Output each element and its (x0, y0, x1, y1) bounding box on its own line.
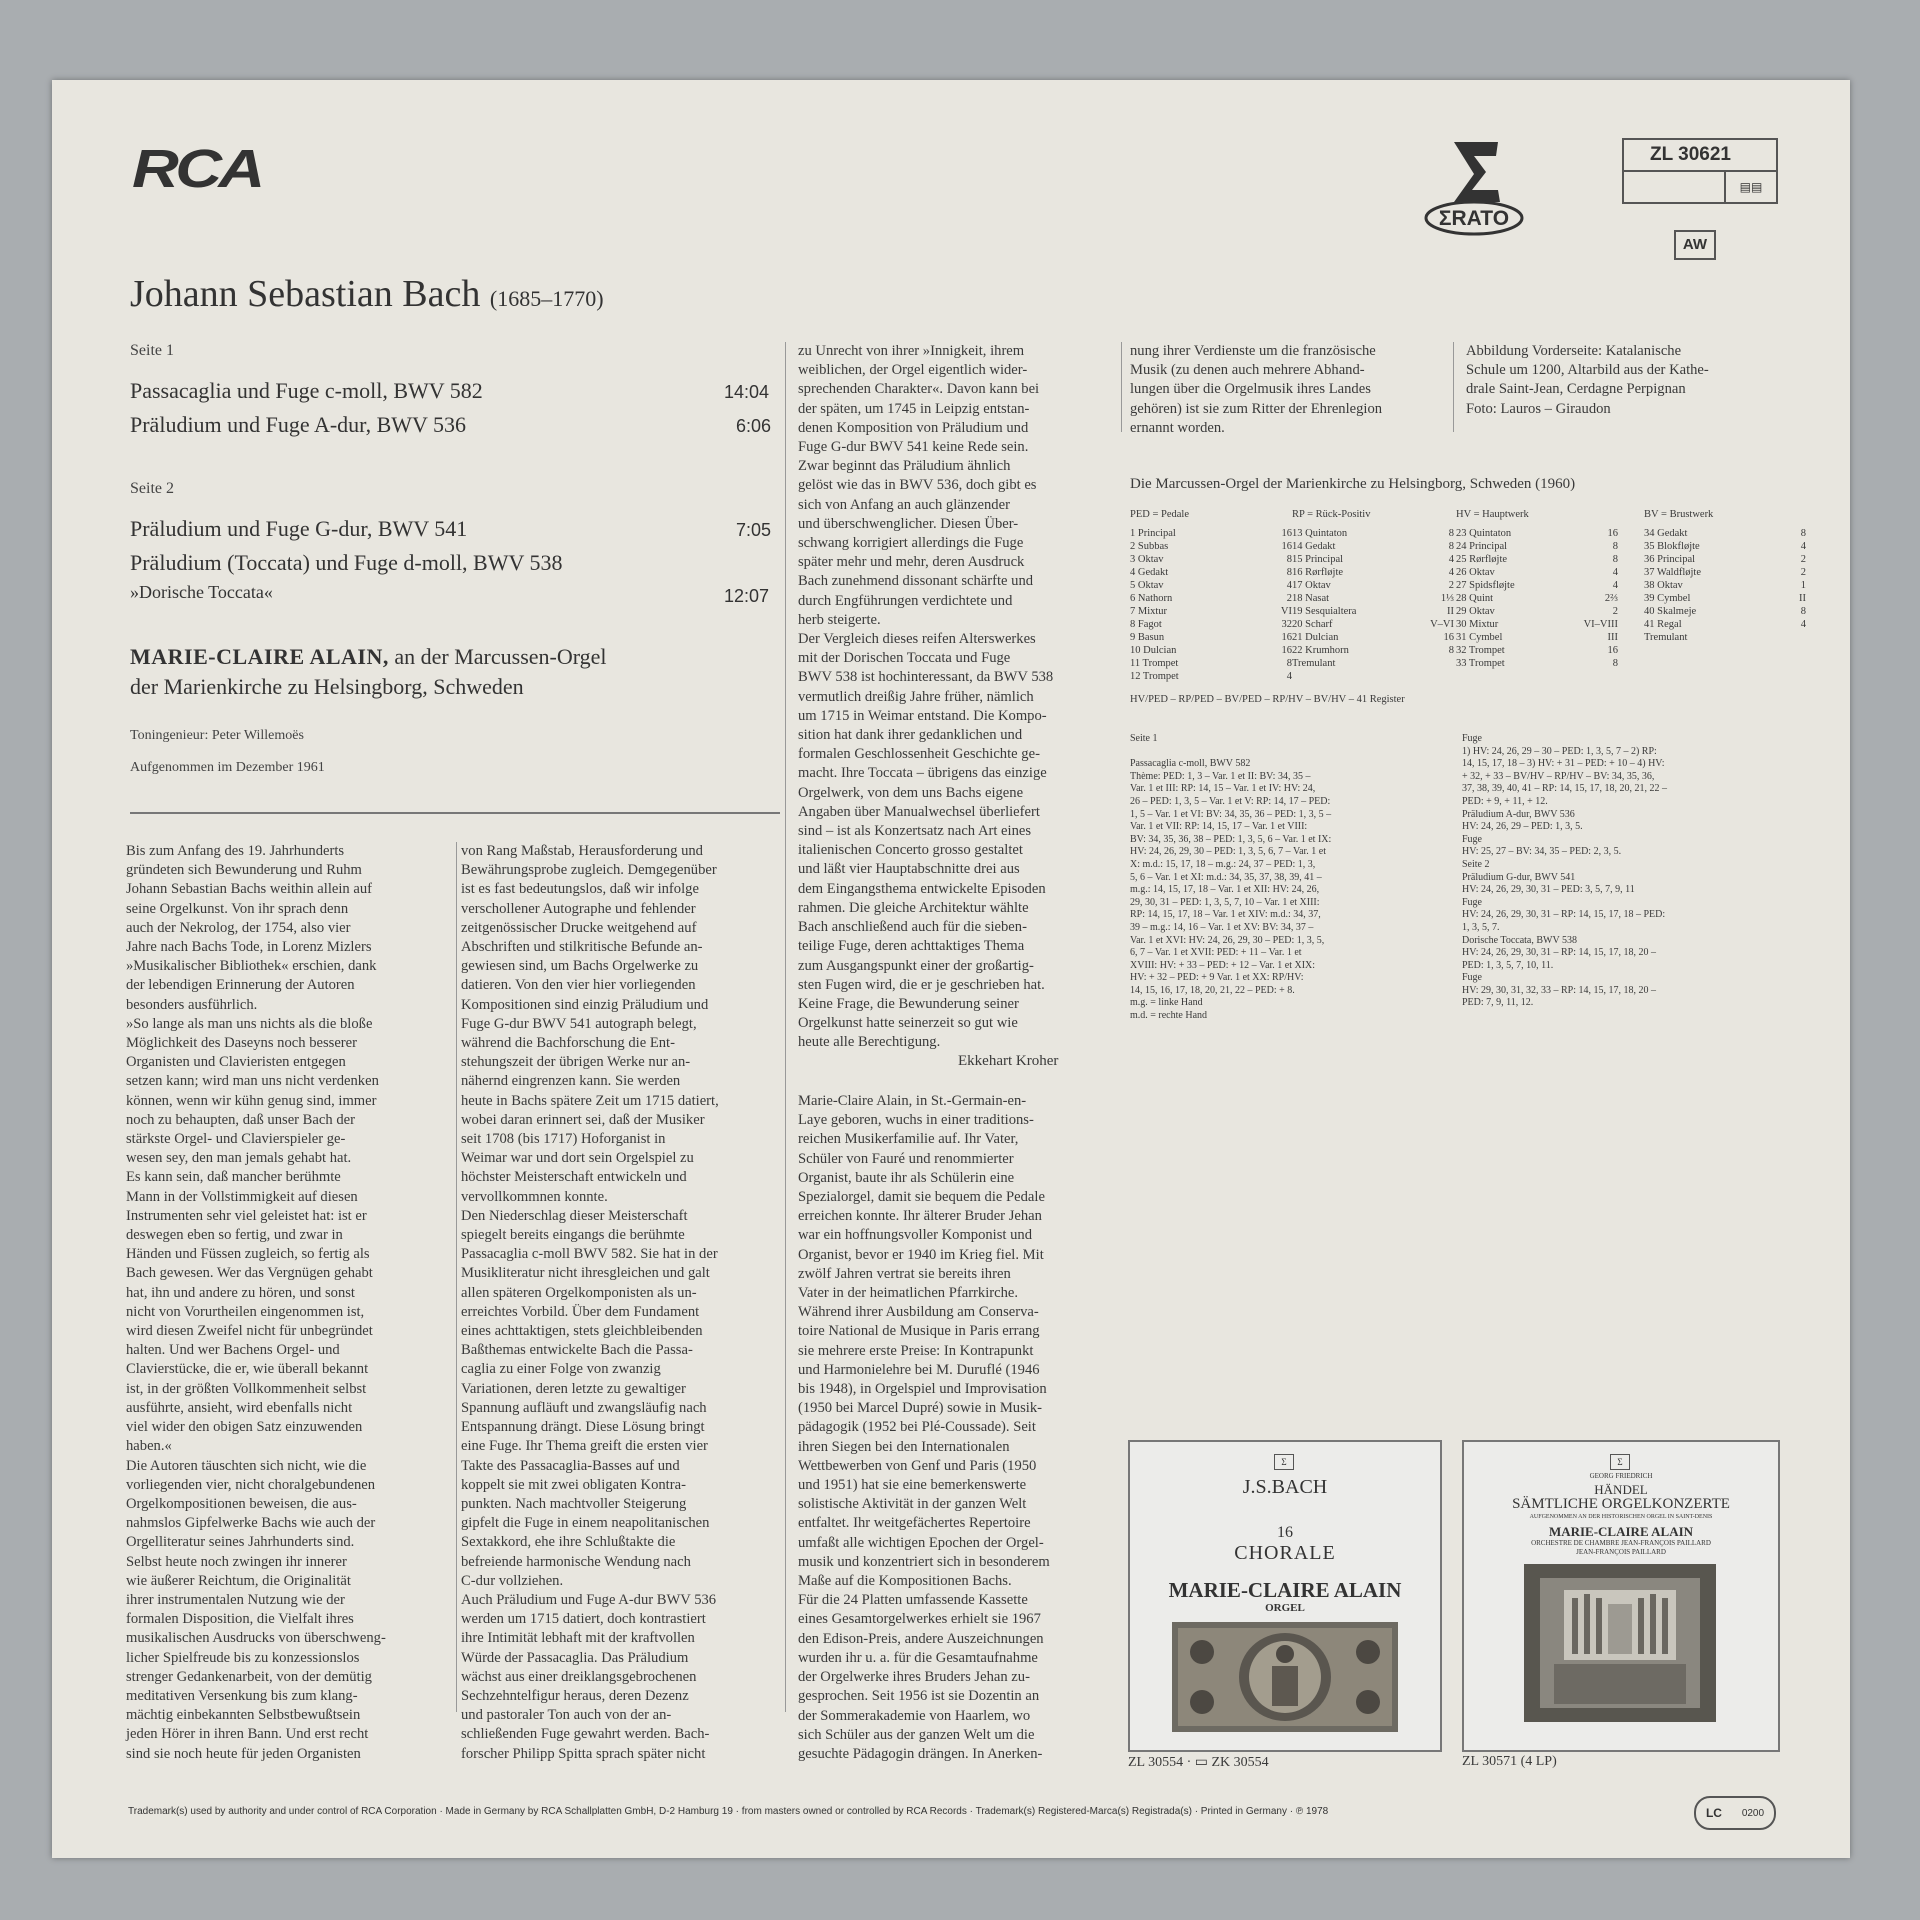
organ-stop-pitch: 8 (1612, 554, 1618, 565)
organ-stop (1456, 657, 1618, 670)
organ-stop (1292, 605, 1454, 618)
track-1-title: Passacaglia und Fuge c-moll, BWV 582 (130, 378, 483, 403)
performer-name: MARIE-CLAIRE ALAIN, (130, 644, 389, 669)
performer-line-2: der Marienkirche zu Helsingborg, Schweden (130, 674, 524, 699)
organ-stop-pitch: 2 (1612, 606, 1618, 617)
catalog-number-box (1622, 138, 1778, 204)
organ-stop (1456, 618, 1618, 631)
registers-rp-list (1292, 527, 1454, 670)
organ-stop-pitch: 1 (1800, 580, 1806, 591)
organ-stop (1644, 566, 1806, 579)
recording-date: Aufgenommen im Dezember 1961 (130, 760, 325, 775)
organ-stop-name: 36 Principal (1644, 554, 1696, 565)
organ-stop-name: 39 Cymbel (1644, 593, 1691, 604)
organ-stop (1292, 618, 1454, 631)
organ-stop-name: 23 Quintaton (1456, 528, 1512, 539)
organ-stop-name: 7 Mixtur (1130, 606, 1168, 617)
organ-stop-name: 25 Rørfløjte (1456, 554, 1508, 565)
registers-ped (1130, 508, 1292, 683)
organ-stop (1456, 527, 1618, 540)
organ-stop-name: 4 Gedakt (1130, 567, 1169, 578)
record-sleeve-back (52, 80, 1850, 1858)
performer-line-1 (130, 644, 607, 670)
organ-stop-name: 37 Waldfløjte (1644, 567, 1701, 578)
related-album-1[interactable] (1128, 1440, 1442, 1752)
cover-credit: Abbildung Vorderseite: Katalanische Schule um 1200, Altarbild aus der Kathe- drale Saint-Jean, Cerdagne Perpignan Foto: Lauros – Giraudon (1466, 343, 1709, 417)
organ-stop-name: 40 Skalmeje (1644, 606, 1697, 617)
registers-rp-header: RP = Rück-Positiv (1292, 509, 1371, 520)
organ-stop (1130, 644, 1292, 657)
organ-stop (1130, 631, 1292, 644)
organ-stop-name: 6 Nathorn (1130, 593, 1173, 604)
organ-stop (1130, 670, 1292, 683)
organ-stop-pitch: 4 (1448, 554, 1454, 565)
organ-stop-pitch: VI–VIII (1583, 619, 1618, 630)
related-2-cover-art (1524, 1564, 1716, 1722)
organ-stop-pitch: 16 (1281, 632, 1292, 643)
liner-notes-col-3-continued: nung ihrer Verdienste um die französische Musik (zu denen auch mehrere Abhand- lungen über die Orgelmusik ihres Landes gehören) ist sie zum Ritter der Ehrenlegion ernannt worden. (1130, 343, 1383, 436)
organ-stop (1456, 644, 1618, 657)
composer-name: Johann Sebastian Bach (130, 273, 481, 315)
organ-stop (1456, 579, 1618, 592)
organ-stop-pitch: 16 (1281, 528, 1292, 539)
organ-stop-name: 29 Oktav (1456, 606, 1495, 617)
side-2-label: Seite 2 (130, 480, 174, 497)
related-1-title: CHORALE (1234, 1542, 1336, 1564)
organ-stop-name: 16 Rørfløjte (1292, 567, 1344, 578)
organ-stop-pitch: 8 (1612, 541, 1618, 552)
organ-stop-name: 15 Principal (1292, 554, 1344, 565)
organ-stop-pitch (1764, 631, 1806, 644)
organ-stop (1292, 657, 1454, 670)
erato-small-icon: Σ (1610, 1454, 1630, 1470)
related-1-cover-art (1172, 1622, 1398, 1732)
related-2-catalog: ZL 30571 (4 LP) (1462, 1754, 1557, 1769)
related-2-composer: HÄNDEL (1594, 1482, 1648, 1497)
related-2-ensemble: ORCHESTRE DE CHAMBRE JEAN-FRANÇOIS PAILLARD (1531, 1539, 1711, 1547)
organ-stop-name: 21 Dulcian (1292, 632, 1339, 643)
track-4-duration: 12:07 (724, 586, 770, 606)
organ-stop-name: 27 Spidsfløjte (1456, 580, 1515, 591)
organ-stop-name: 1 Principal (1130, 528, 1176, 539)
track-2-title: Präludium und Fuge A-dur, BWV 536 (130, 412, 467, 437)
label-code (1694, 1796, 1776, 1830)
organ-stop-pitch: 8 (1800, 528, 1806, 539)
organ-stop-pitch: 16 (1607, 528, 1618, 539)
organ-stop-name: 5 Oktav (1130, 580, 1164, 591)
organ-stop (1456, 540, 1618, 553)
organ-stop-pitch: 4 (1448, 567, 1454, 578)
organ-stop-name: 18 Nasat (1292, 593, 1330, 604)
liner-author: Ekkehart Kroher (958, 1053, 1059, 1069)
organ-stop-name: 38 Oktav (1644, 580, 1683, 591)
organ-stop-name: 26 Oktav (1456, 567, 1495, 578)
liner-notes-col-1: Bis zum Anfang des 19. Jahrhunderts gründeten sich Bewunderung und Ruhm Johann Sebastian Bachs weithin allein auf seine Orgelkunst. Von ihr sprach denn auch der Nekrolog, der 1754, also vier Jahre nach Bachs Tode, in Lorenz Mizlers »Musikalischer Bibliothek« erschien, dank der lebendigen Erinnerung der Autoren besonders ausführlich. »So lange als man uns nichts als die bloße Möglichkeit des Daseyns noch besserer Organisten und Clavieristen entgegen setzen kann; wird man uns nicht verdenken können, wenn wir kühn genug sind, immer noch zu behaupten, daß unser Bach der stärkste Orgel- und Clavierspieler ge- wesen sey, den man jemals gehabt hat. Es kann sein, daß mancher berühmte Mann in der Vollstimmigkeit auf diesen Instrumenten sehr viel geleistet hat: ist er deswegen eben so fertig, und zwar in Händen und Füssen zugleich, so fertig als Bach gewesen. Wer das Vergnügen gehabt hat, ihn und andere zu hören, und sonst nicht von Vorurtheilen eingenommen ist, wird diesen Zweifel nicht für unbegründet halten. Und wer Bachens Orgel- und Clavierstücke, die er, wie überall bekannt ist, in der größten Vollkommenheit selbst ausführte, ansieht, wird ebenfalls nicht viel wider den obigen Satz einzuwenden haben.« Die Autoren täuschten sich nicht, wie die vorliegenden vier, nicht choralgebundenen Orgelkompositionen beweisen, die aus- nahmslos Gipfelwerke Bachs wie auch der Orgelliteratur seines Jahrhunderts sind. Selbst heute noch zwingen ihr innerer wie äußerer Reichtum, die Originalität ihrer instrumentalen Nutzung wie der formalen Disposition, die Vielfalt ihres musikalischen Ausdrucks von überschweng- licher Spielfreude bis zu konzessionslos strenger Gedankenarbeit, von der demütig meditativen Versenkung bis zum klang- mächtig einbekannten Selbstbewußtsein jeden Hörer in ihren Bann. Und erst recht sind sie noch heute für jeden Organisten (126, 843, 386, 1762)
organ-stop-name: 30 Mixtur (1456, 619, 1499, 630)
registers-bv-header: BV = Brustwerk (1644, 509, 1714, 520)
organ-stop-name: 3 Oktav (1130, 554, 1164, 565)
track-2-duration: 6:06 (736, 416, 772, 436)
lc-mark: LC (1705, 1806, 1722, 1820)
column-divider (1453, 342, 1454, 432)
aw-mark: AW (1674, 230, 1716, 260)
organ-stop (1130, 527, 1292, 540)
organ-stop (1292, 527, 1454, 540)
organ-stop-name: 33 Trompet (1456, 658, 1505, 669)
organ-stop-name: 35 Blokfløjte (1644, 541, 1700, 552)
organ-stop-name: 13 Quintaton (1292, 528, 1348, 539)
organ-stop (1130, 566, 1292, 579)
organ-stop-name: 32 Trompet (1456, 645, 1505, 656)
organ-stop-name: 19 Sesquialtera (1292, 606, 1357, 617)
organ-stop (1456, 553, 1618, 566)
organ-stop-name: 28 Quint (1456, 593, 1494, 604)
organ-stop-name: 31 Cymbel (1456, 632, 1503, 643)
organ-stop-name: 20 Scharf (1292, 619, 1333, 630)
track-3-duration: 7:05 (736, 520, 772, 540)
erato-wordmark: ΣRATO (1438, 207, 1510, 230)
registers-rp (1292, 508, 1454, 670)
related-1-artist: MARIE-CLAIRE ALAIN (1168, 1578, 1402, 1602)
organ-stop (1130, 657, 1292, 670)
related-2-title: SÄMTLICHE ORGELKONZERTE (1512, 1496, 1730, 1512)
related-1-composer: J.S.BACH (1242, 1476, 1328, 1498)
organ-stop-pitch: II (1799, 593, 1806, 604)
organ-stop (1130, 618, 1292, 631)
erato-small-icon: Σ (1274, 1454, 1294, 1470)
side-1-label: Seite 1 (130, 342, 174, 359)
organ-stop (1130, 579, 1292, 592)
organ-stop-pitch: 32 (1281, 619, 1292, 630)
organ-stop (1644, 579, 1806, 592)
registers-ped-header: PED = Pedale (1130, 509, 1189, 520)
organ-stop-pitch: 4 (1612, 567, 1618, 578)
organ-stop (1292, 540, 1454, 553)
registers-bv (1644, 508, 1806, 644)
organ-stop-name: 9 Basun (1130, 632, 1165, 643)
organ-stop-pitch: 2⅔ (1604, 593, 1618, 604)
organ-stop (1130, 592, 1292, 605)
organ-stop-pitch: 8 (1612, 658, 1618, 669)
organ-stop-name: Tremulant (1644, 632, 1688, 643)
composer-heading (130, 272, 604, 316)
liner-notes-col-2: von Rang Maßstab, Herausforderung und Bewährungsprobe zugleich. Demgegenüber ist es fast bedeutungslos, daß wir infolge verschollener Autographe und fehlender zeitgenössischer Drucke weitgehend auf Abschriften und stilkritische Befunde an- gewiesen sind, um Bachs Orgelwerke zu datieren. Von den vier hier vorliegenden Kompositionen sind einzig Präludium und Fuge G-dur BWV 541 autograph belegt, während die Bachforschung die Ent- stehungszeit der übrigen Werke nur an- nähernd eingrenzen kann. Sie werden heute in Bachs spätere Zeit um 1715 datiert, wobei daran erinnert sei, daß der Musiker seit 1708 (bis 1717) Hoforganist in Weimar war und dort sein Orgelspiel zu höchster Meisterschaft entwickeln und vervollkommnen konnte. Den Niederschlag dieser Meisterschaft spiegelt bereits eingangs die berühmte Passacaglia c-moll BWV 582. Sie hat in der Musikliteratur nicht ihresgleichen und galt allen späteren Orgelkomponisten als un- erreichtes Vorbild. Über dem Fundament eines achttaktigen, stets gleichbleibenden Baßthemas entwickelte Bach die Passa- caglia zu einer Folge von zwanzig Variationen, deren letzte zu gewaltiger Spannung aufläuft und zwangsläufig nach Entspannung drängt. Diese Lösung bringt eine Fuge. Ihr Thema greift die ersten vier Takte des Passacaglia-Basses auf und koppelt sie mit zwei obligaten Kontra- punkten. Nach machtvoller Steigerung gipfelt die Fuge in einem neapolitanischen Sextakkord, ehe ihre Schlußtakte die befreiende harmonische Wendung nach C-dur vollziehen. Auch Präludium und Fuge A-dur BWV 536 werden um 1715 datiert, doch kontrastiert ihre Intimität lebhaft mit der kraftvollen Würde der Passacaglia. Das Präludium wächst aus einer dreiklangsgebrochenen Sechzehntelfigur heraus, deren Dezenz und pastoraler Ton auch von der an- schließenden Fuge gewahrt werden. Bach- forscher Philipp Spitta sprach später nicht (461, 843, 719, 1762)
organ-stop-name: 17 Oktav (1292, 580, 1331, 591)
registers-hv-list (1456, 527, 1618, 670)
divider (130, 812, 780, 814)
organ-stop-pitch: 8 (1448, 528, 1454, 539)
organ-stop-pitch: 2 (1448, 580, 1454, 591)
organ-stop-pitch (1412, 657, 1454, 670)
organ-stop-pitch: 8 (1286, 567, 1292, 578)
organ-stop-name: 14 Gedakt (1292, 541, 1336, 552)
organ-stop-pitch: 16 (1607, 645, 1618, 656)
organ-stop (1292, 553, 1454, 566)
organ-stop-name: Tremulant (1292, 658, 1336, 669)
organ-stop-name: 8 Fagot (1130, 619, 1162, 630)
registers-hv (1456, 508, 1618, 670)
organ-stop-pitch: 4 (1286, 671, 1292, 682)
track-3-title: Präludium und Fuge G-dur, BWV 541 (130, 516, 468, 541)
registration-notes-1: Seite 1 Passacaglia c-moll, BWV 582 Thème: PED: 1, 3 – Var. 1 et II: BV: 34, 35 – Var. 1 et III: RP: 14, 15 – Var. 1 et IV: HV: 24, 26 – PED: 1, 3, 5 – Var. 1 et V: RP: 14, 17 – PED: 1, 5 – Var. 1 et VI: BV: 34, 35, 36 – PED: 1, 3, 5 – Var. 1 et VII: RP: 14, 15, 17 – Var. 1 et VIII: BV: 34, 35, 36, 38 – PED: 1, 3, 5, 6 – Var. 1 et IX: HV: 24, 26, 29, 30 – PED: 1, 3, 5, 6, 7 – Var. 1 et X: m.d.: 15, 17, 18 – m.g.: 24, 37 – PED: 1, 3, 5, 6 – Var. 1 et XI: m.d.: 34, 35, 37, 38, 39, 41 – m.g.: 14, 15, 17, 18 – Var. 1 et XII: HV: 24, 26, 29, 30, 31 – PED: 1, 3, 5, 7, 10 – Var. 1 et XIII: RP: 14, 15, 17, 18 – Var. 1 et XIV: m.d.: 34, 37, 39 – m.g.: 14, 16 – Var. 1 et XV: BV: 34, 37 – Var. 1 et XVI: HV: 24, 26, 29, 30 – PED: 1, 3, 5, 6, 7 – Var. 1 et XVII: PED: + 11 – Var. 1 et XVIII: HV: + 33 – PED: + 12 – Var. 1 et XIX: HV: + 32 – PED: + 9 Var. 1 et XX: RP/HV: 14, 15, 16, 17, 18, 20, 21, 22 – PED: + 8. m.g. = linke Hand m.d. = rechte Hand (1130, 733, 1332, 1022)
registers-hv-header: HV = Hauptwerk (1456, 509, 1529, 520)
column-divider (456, 842, 457, 1712)
engineer-credit: Toningenieur: Peter Willemoës (130, 728, 304, 743)
organ-stop-pitch: 8 (1448, 541, 1454, 552)
organ-stop-name: 2 Subbas (1130, 541, 1169, 552)
organ-stop (1644, 527, 1806, 540)
organ-stop (1292, 566, 1454, 579)
organ-stop-name: 11 Trompet (1130, 658, 1179, 669)
organ-stop-pitch: II (1447, 606, 1454, 617)
organ-stop-pitch: 8 (1448, 645, 1454, 656)
organ-stop-pitch: 16 (1281, 645, 1292, 656)
related-album-2[interactable] (1462, 1440, 1780, 1752)
organ-stop-pitch: 2 (1286, 593, 1292, 604)
organ-stop-pitch: V–VI (1430, 619, 1454, 630)
organ-stop-name: 12 Trompet (1130, 671, 1179, 682)
registers-bv-list (1644, 527, 1806, 644)
liner-notes-col-3: zu Unrecht von ihrer »Innigkeit, ihrem weiblichen, der Orgel eigentlich wider- sprechenden Charakter«. Davon kann bei der späten, um 1745 in Leipzig entstan- denen Komposition von Präludium und Fuge G-dur BWV 541 keine Rede sein. Zwar beginnt das Präludium ähnlich gelöst wie das in BWV 536, doch gibt es sich von Anfang an auch glänzender und überschwenglicher. Diesen Über- schwang korrigiert allerdings die Fuge später mehr und mehr, deren Ausdruck Bach zunehmend dissonant schärfte und durch Engführungen verdichtete und herb steigerte. Der Vergleich dieses reifen Alterswerkes mit der Dorischen Toccata und Fuge BWV 538 ist hochinteressant, da BWV 538 vermutlich dreißig Jahre früher, nämlich um 1715 in Weimar entstand. Die Kompo- sition hat dank ihrer gedanklichen und formalen Geschlossenheit Geschichte ge- macht. Ihre Toccata – übrigens das einzige Orgelwerk, von dem uns Bachs eigene Angaben über Manualwechsel überliefert sind – ist als Konzertsatz nach Art eines italienischen Concerto grosso gestaltet und läßt vier Hauptabschnitte drei aus dem Eingangsthema entwickelte Episoden rahmen. Die gleiche Architektur wählte Bach anschließend auch für die sieben- teilige Fuge, deren achttaktiges Thema zum Ausgangspunkt einer der großartig- sten Fugen wird, die er je geschrieben hat. Keine Frage, die Bewunderung seiner Orgelkunst hatte seinerzeit so gut wie heute alle Berechtigung. (798, 343, 1054, 1051)
related-2-conductor: JEAN-FRANÇOIS PAILLARD (1576, 1548, 1666, 1556)
erato-logo (1414, 138, 1534, 238)
organ-stop (1644, 631, 1806, 644)
organ-stop (1456, 605, 1618, 618)
organ-stop-pitch: III (1607, 632, 1618, 643)
organ-stop-pitch: 4 (1800, 541, 1806, 552)
organ-stop-pitch: 2 (1800, 554, 1806, 565)
registers-ped-list (1130, 527, 1292, 683)
organ-stop (1644, 618, 1806, 631)
organ-stop-name: 10 Dulcian (1130, 645, 1177, 656)
lc-number: 0200 (1741, 1807, 1765, 1819)
related-2-subtitle: AUFGENOMMEN AN DER HISTORISCHEN ORGEL IN SAINT-DENIS (1529, 1514, 1713, 1520)
organ-stop-pitch: 8 (1286, 554, 1292, 565)
track-1-duration: 14:04 (724, 382, 770, 402)
track-4-subtitle: »Dorische Toccata« (130, 582, 273, 602)
organ-stop (1292, 644, 1454, 657)
organ-stop (1644, 592, 1806, 605)
couplers-line: HV/PED – RP/PED – BV/PED – RP/HV – BV/HV – 41 Register (1130, 694, 1405, 705)
organ-stop (1456, 631, 1618, 644)
column-divider (785, 342, 786, 1712)
organ-stop (1130, 605, 1292, 618)
related-1-number: 16 (1277, 1524, 1293, 1541)
registration-notes-2: Fuge 1) HV: 24, 26, 29 – 30 – PED: 1, 3, 5, 7 – 2) RP: 14, 15, 17, 18 – 3) HV: + 31 – PED: + 10 – 4) HV: + 32, + 33 – BV/HV – RP/HV – BV: 34, 35, 36, 37, 38, 39, 40, 41 – RP: 14, 15, 17, 18, 20, 21, 22 – PED: + 9, + 11, + 12. Präludium A-dur, BWV 536 HV: 24, 26, 29 – PED: 1, 3, 5. Fuge HV: 25, 27 – BV: 34, 35 – PED: 2, 3, 5. Seite 2 Präludium G-dur, BWV 541 HV: 24, 26, 29, 30, 31 – PED: 3, 5, 7, 9, 11 Fuge HV: 24, 26, 29, 30, 31 – RP: 14, 15, 17, 18 – PED: 1, 3, 5, 7. Dorische Toccata, BWV 538 HV: 24, 26, 29, 30, 31 – RP: 14, 15, 17, 18, 20 – PED: 1, 3, 5, 7, 10, 11. Fuge HV: 29, 30, 31, 32, 33 – RP: 14, 15, 17, 18, 20 – PED: 7, 9, 11, 12. (1462, 733, 1668, 1009)
organ-heading: Die Marcussen-Orgel der Marienkirche zu Helsingborg, Schweden (1960) (1130, 476, 1576, 492)
organ-stop-name: 34 Gedakt (1644, 528, 1688, 539)
column-divider (1121, 342, 1122, 432)
organ-stop-pitch: 8 (1286, 658, 1292, 669)
organ-stop (1130, 553, 1292, 566)
related-2-artist: MARIE-CLAIRE ALAIN (1548, 1524, 1694, 1539)
performer-instrument: an der Marcussen-Orgel (388, 644, 607, 669)
related-1-catalog: ZL 30554 · ▭ ZK 30554 (1128, 1755, 1269, 1770)
organ-stop-name: 24 Principal (1456, 541, 1508, 552)
organ-stop (1130, 540, 1292, 553)
organ-stop-pitch: 16 (1281, 541, 1292, 552)
rca-logo: RCA (132, 139, 262, 199)
cassette-icon: ▤▤ (1724, 172, 1776, 202)
organ-stop-name: 41 Regal (1644, 619, 1682, 630)
organ-stop-pitch: 16 (1443, 632, 1454, 643)
track-4-title: Präludium (Toccata) und Fuge d-moll, BWV 538 (130, 550, 563, 575)
composer-years: (1685–1770) (489, 286, 604, 311)
organ-stop (1456, 566, 1618, 579)
related-1-instrument: ORGEL (1265, 1602, 1305, 1614)
organ-stop-pitch: 2 (1800, 567, 1806, 578)
sigma-icon (1454, 142, 1500, 202)
catalog-number: ZL 30621 (1624, 140, 1776, 172)
biography-text: Marie-Claire Alain, in St.-Germain-en- Laye geboren, wuchs in einer traditions- reichen Musikerfamilie auf. Ihr Vater, Schüler von Fauré und renommierter Organist, baute ihr als Schülerin eine Spezialorgel, damit sie bequem die Pedale erreichen konnte. Ihr älterer Bruder Jehan war ein hoffnungsvoller Komponist und Organist, bevor er 1940 im Krieg fiel. Mit zwölf Jahren vertrat sie bereits ihren Vater in der heimatlichen Pfarrkirche. Während ihrer Ausbildung am Conserva- toire National de Musique in Paris errang sie mehrere erste Preise: In Kontrapunkt und Harmonielehre bei M. Duruflé (1946 bis 1948), in Orgelspiel und Improvisation (1950 bei Marcel Dupré) sowie in Musik- pädagogik (1952 bei Plé-Coussade). Seit ihren Siegen bei den Internationalen Wettbewerben von Genf und Paris (1950 und 1951) hat sie eine bemerkenswerte solistische Aktivität in der ganzen Welt entfaltet. Ihr weitgefächertes Repertoire umfaßt alle wichtigen Epochen der Orgel- musik und konzentriert sich in besonderem Maße auf die Kompositionen Bachs. Für die 24 Platten umfassende Kassette eines Gesamtorgelwerkes erhielt sie 1967 den Edison-Preis, andere Auszeichnungen wurden ihr u. a. für die Gesamtaufnahme der Orgelwerke ihres Bruders Jehan zu- gesprochen. Seit 1956 ist sie Dozentin an der Sommerakademie von Haarlem, wo sich Schüler aus der ganzen Welt um die gesuchte Pädagogin drängen. In Anerken- (798, 1093, 1050, 1762)
organ-stop-pitch: 1⅓ (1440, 593, 1454, 604)
organ-stop-pitch: 4 (1286, 580, 1292, 591)
organ-stop (1644, 553, 1806, 566)
organ-stop-pitch: VI (1280, 606, 1292, 617)
organ-stop (1292, 579, 1454, 592)
organ-stop (1644, 540, 1806, 553)
related-2-label-top: GEORG FRIEDRICH (1589, 1472, 1653, 1480)
organ-stop-name: 22 Krumhorn (1292, 645, 1349, 656)
organ-stop-pitch: 4 (1612, 580, 1618, 591)
organ-stop (1644, 605, 1806, 618)
organ-stop (1292, 631, 1454, 644)
organ-stop (1456, 592, 1618, 605)
organ-stop-pitch: 4 (1800, 619, 1806, 630)
organ-stop-pitch: 8 (1800, 606, 1806, 617)
footer-legal: Trademark(s) used by authority and under control of RCA Corporation · Made in Germany by RCA Schallplatten GmbH, D-2 Hamburg 19 · from masters owned or controlled by RCA Records · Trademark(s) Registered-Marca(s) Registrada(s) · Printed in Germany · ℗ 1978 (128, 1806, 1329, 1817)
organ-stop (1292, 592, 1454, 605)
